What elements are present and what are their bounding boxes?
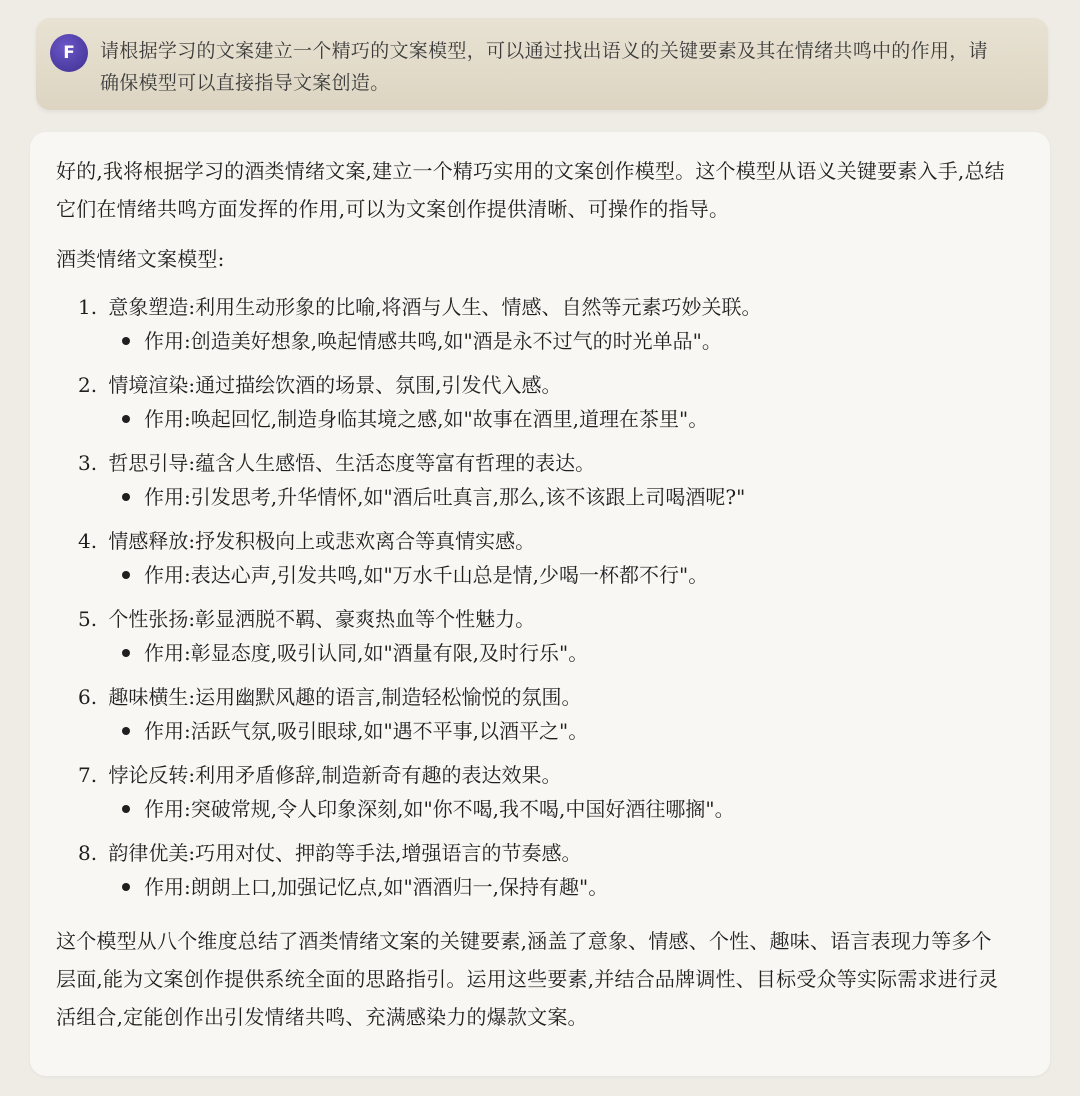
element-text: 情境渲染:通过描绘饮酒的场景、氛围,引发代入感。 bbox=[108, 373, 562, 397]
element-line bbox=[78, 680, 1006, 714]
effect-text: 作用:活跃气氛,吸引眼球,如"遇不平事,以酒平之"。 bbox=[144, 719, 589, 743]
bullet-icon bbox=[122, 571, 130, 579]
element-text: 个性张扬:彰显洒脱不羁、豪爽热血等个性魅力。 bbox=[108, 607, 536, 631]
model-element-list bbox=[56, 290, 1006, 904]
effect-text: 作用:突破常规,令人印象深刻,如"你不喝,我不喝,中国好酒往哪搁"。 bbox=[144, 797, 735, 821]
assistant-response-content bbox=[56, 152, 1006, 1036]
effect-line bbox=[122, 324, 1006, 358]
list-item bbox=[78, 836, 1006, 904]
bullet-icon bbox=[122, 415, 130, 423]
item-number: 2. bbox=[78, 373, 98, 397]
effect-line bbox=[122, 714, 1006, 748]
effect-text: 作用:唤起回忆,制造身临其境之感,如"故事在酒里,道理在茶里"。 bbox=[144, 407, 709, 431]
effect-line bbox=[122, 792, 1006, 826]
effect-line bbox=[122, 480, 1006, 514]
item-number: 1. bbox=[78, 295, 98, 319]
item-number: 5. bbox=[78, 607, 98, 631]
element-line bbox=[78, 446, 1006, 480]
element-text: 哲思引导:蕴含人生感悟、生活态度等富有哲理的表达。 bbox=[108, 451, 596, 475]
element-text: 悖论反转:利用矛盾修辞,制造新奇有趣的表达效果。 bbox=[108, 763, 562, 787]
element-text: 情感释放:抒发积极向上或悲欢离合等真情实感。 bbox=[108, 529, 536, 553]
item-number: 3. bbox=[78, 451, 98, 475]
item-number: 6. bbox=[78, 685, 98, 709]
list-item bbox=[78, 446, 1006, 514]
element-line bbox=[78, 524, 1006, 558]
list-item bbox=[78, 758, 1006, 826]
response-summary: 这个模型从八个维度总结了酒类情绪文案的关键要素,涵盖了意象、情感、个性、趣味、语言表现力等多个层面,能为文案创作提供系统全面的思路指引。运用这些要素,并结合品牌调性、目标受众等实际需求进行灵活组合,定能创作出引发情绪共鸣、充满感染力的爆款文案。 bbox=[56, 929, 999, 1029]
list-item bbox=[78, 602, 1006, 670]
bullet-icon bbox=[122, 649, 130, 657]
effect-line bbox=[122, 870, 1006, 904]
effect-text: 作用:表达心声,引发共鸣,如"万水千山总是情,少喝一杯都不行"。 bbox=[144, 563, 709, 587]
bullet-icon bbox=[122, 493, 130, 501]
assistant-response-card bbox=[30, 132, 1050, 1076]
effect-line bbox=[122, 558, 1006, 592]
item-number: 4. bbox=[78, 529, 98, 553]
user-avatar: F bbox=[50, 34, 88, 72]
effect-text: 作用:创造美好想象,唤起情感共鸣,如"酒是永不过气的时光单品"。 bbox=[144, 329, 722, 353]
element-text: 韵律优美:巧用对仗、押韵等手法,增强语言的节奏感。 bbox=[108, 841, 582, 865]
item-number: 8. bbox=[78, 841, 98, 865]
bullet-icon bbox=[122, 337, 130, 345]
element-text: 意象塑造:利用生动形象的比喻,将酒与人生、情感、自然等元素巧妙关联。 bbox=[108, 295, 762, 319]
user-message-bubble bbox=[36, 18, 1048, 110]
list-item bbox=[78, 524, 1006, 592]
bullet-icon bbox=[122, 805, 130, 813]
element-line bbox=[78, 758, 1006, 792]
bullet-icon bbox=[122, 883, 130, 891]
effect-line bbox=[122, 402, 1006, 436]
element-line bbox=[78, 836, 1006, 870]
item-number: 7. bbox=[78, 763, 98, 787]
model-title: 酒类情绪文案模型: bbox=[56, 247, 225, 271]
element-text: 趣味横生:运用幽默风趣的语言,制造轻松愉悦的氛围。 bbox=[108, 685, 582, 709]
effect-text: 作用:朗朗上口,加强记忆点,如"酒酒归一,保持有趣"。 bbox=[144, 875, 609, 899]
user-prompt-text: 请根据学习的文案建立一个精巧的文案模型，可以通过找出语义的关键要素及其在情绪共鸣中的作用，请确保模型可以直接指导文案创造。 bbox=[100, 40, 988, 94]
effect-text: 作用:彰显态度,吸引认同,如"酒量有限,及时行乐"。 bbox=[144, 641, 589, 665]
element-line bbox=[78, 602, 1006, 636]
bullet-icon bbox=[122, 727, 130, 735]
response-intro: 好的,我将根据学习的酒类情绪文案,建立一个精巧实用的文案创作模型。这个模型从语义关键要素入手,总结它们在情绪共鸣方面发挥的作用,可以为文案创作提供清晰、可操作的指导。 bbox=[56, 159, 1005, 221]
effect-text: 作用:引发思考,升华情怀,如"酒后吐真言,那么,该不该跟上司喝酒呢?" bbox=[144, 485, 746, 509]
list-item bbox=[78, 290, 1006, 358]
list-item bbox=[78, 368, 1006, 436]
effect-line bbox=[122, 636, 1006, 670]
element-line bbox=[78, 290, 1006, 324]
element-line bbox=[78, 368, 1006, 402]
list-item bbox=[78, 680, 1006, 748]
